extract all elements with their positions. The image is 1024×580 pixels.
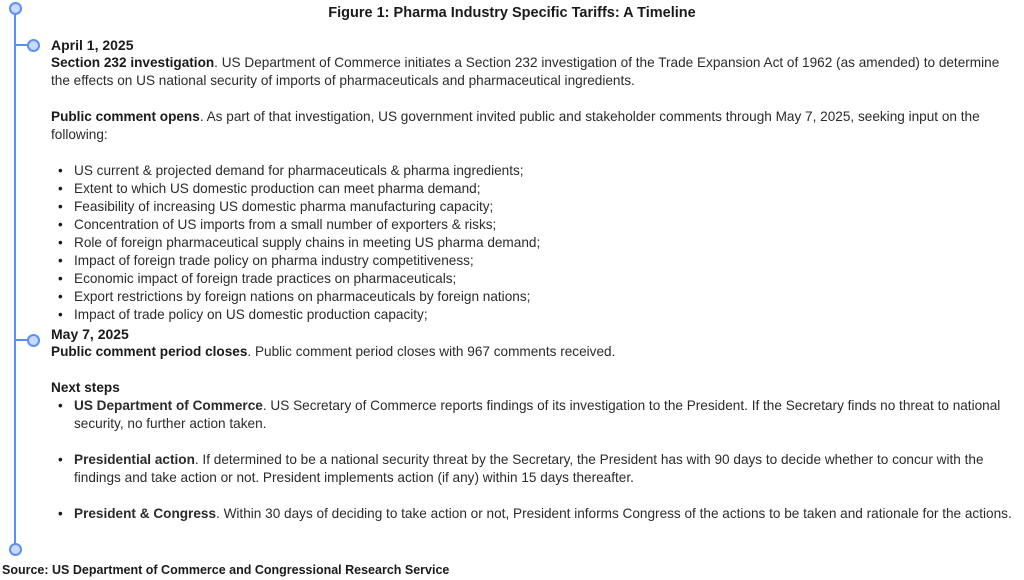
list-item: • US current & projected demand for pharmaceuticals & pharma ingredients; [74,162,1016,180]
event-section-comment-closes [51,343,1016,361]
step-heading: Presidential action [74,452,195,467]
timeline-event-april [51,36,1016,324]
figure-title: Figure 1: Pharma Industry Specific Tariffs: A Timeline [328,5,696,21]
event-section-investigation [51,54,1016,90]
next-steps-title: Next steps [51,380,120,395]
timeline-end-node-icon [9,543,22,556]
section-text: . As part of that investigation, US government invited public and stakeholder comments through May 7, 2025, seeking input on the following: [51,109,980,142]
timeline-event-node-icon [27,334,40,347]
comment-topics-list [51,162,1016,324]
list-item [74,451,1016,487]
timeline-content [51,36,1016,523]
event-date: April 1, 2025 [51,37,134,53]
step-text: . US Secretary of Commerce reports findings of its investigation to the President. If the Secretary finds no threat to national security, no further action taken. [74,398,1001,431]
list-item: • Role of foreign pharmaceutical supply chains in meeting US pharma demand; [74,234,1016,252]
timeline-event-may [51,325,1016,523]
section-heading: Public comment opens [51,109,200,124]
list-item: • Impact of trade policy on US domestic production capacity; [74,306,1016,324]
step-heading: President & Congress [74,506,217,521]
list-item: • Export restrictions by foreign nations on pharmaceuticals by foreign nations; [74,288,1016,306]
list-item: • Concentration of US imports from a small number of exporters & risks; [74,216,1016,234]
event-date: May 7, 2025 [51,326,129,342]
section-heading: Public comment period closes [51,344,248,359]
section-heading: Section 232 investigation [51,55,215,70]
step-heading: US Department of Commerce [74,398,263,413]
section-text: . Public comment period closes with 967 comments received. [247,344,616,359]
step-text: . Within 30 days of deciding to take action or not, President informs Congress of the actions to be taken and rationale for the actions. [216,506,1012,521]
timeline-start-node-icon [9,2,22,15]
list-item [74,505,1016,523]
timeline-line [14,12,16,548]
list-item: • Feasibility of increasing US domestic pharma manufacturing capacity; [74,198,1016,216]
source-note: Source: US Department of Commerce and Congressional Research Service [2,563,450,577]
list-item: • Extent to which US domestic production can meet pharma demand; [74,180,1016,198]
list-item: • Impact of foreign trade policy on pharma industry competitiveness; [74,252,1016,270]
timeline-event-node-icon [27,39,40,52]
next-steps-list [51,397,1016,523]
list-item [74,397,1016,433]
step-text: . If determined to be a national security threat by the Secretary, the President has with 90 days to decide whether to concur with the findings and take action or not. President implements action (if any) within 15 days thereafter. [74,452,984,485]
event-section-public-comment [51,108,1016,144]
list-item: • Economic impact of foreign trade practices on pharmaceuticals; [74,270,1016,288]
section-text: . US Department of Commerce initiates a Section 232 investigation of the Trade Expansion Act of 1962 (as amended) to determine the effects on US national security of imports of pharmaceuticals and pharmaceutical ingredients. [51,55,1000,88]
